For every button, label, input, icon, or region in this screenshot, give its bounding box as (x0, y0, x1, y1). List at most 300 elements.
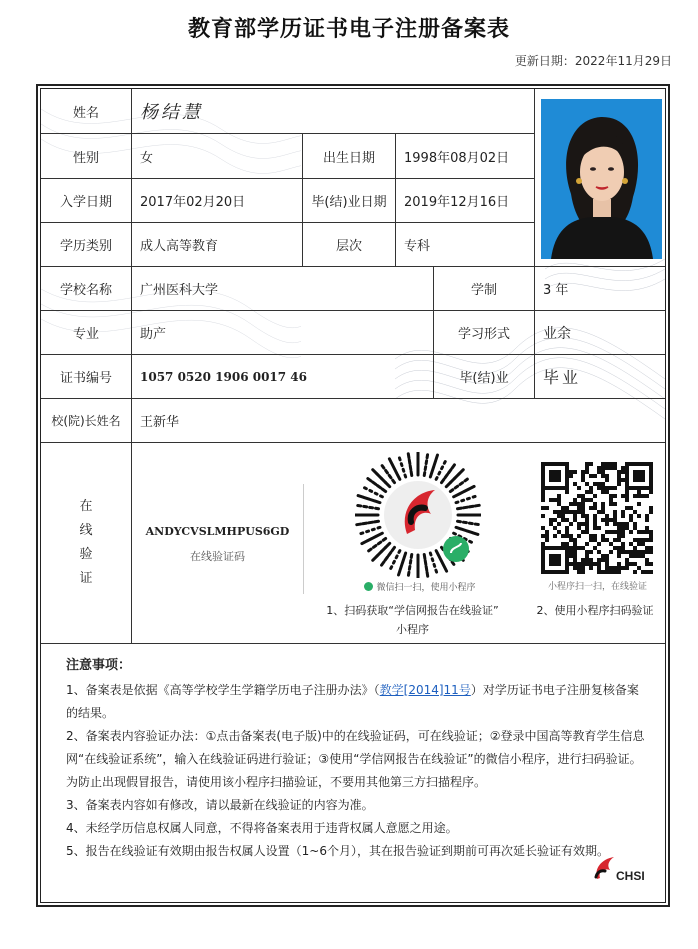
qr-module (605, 490, 609, 494)
code-ray (430, 553, 431, 555)
code-ray (358, 496, 363, 498)
qr-module (589, 566, 593, 570)
qr-module (621, 526, 625, 530)
qr-module (637, 566, 641, 570)
qr-module (617, 550, 621, 554)
qr-module (613, 530, 617, 534)
chsi-bird-icon (592, 855, 618, 883)
qr-module (553, 498, 557, 502)
qr-module (629, 554, 633, 558)
qr-module (545, 506, 549, 510)
code-ray (369, 522, 373, 523)
code-ray (399, 551, 400, 553)
qr-module (581, 558, 585, 562)
qr-module (541, 534, 545, 538)
qr-module (609, 494, 613, 498)
code-ray (432, 559, 433, 561)
qr-module (581, 522, 585, 526)
qr-module (621, 566, 625, 570)
qr-module (597, 486, 601, 490)
page-title: 教育部学历证书电子注册备案表 (187, 17, 510, 42)
code-ray (460, 483, 462, 485)
note-item: 4、未经学历信息权属人同意，不得将备案表用于违背权属人意愿之用途。 (66, 821, 458, 835)
code-ray (398, 475, 400, 479)
duration-label: 学制 (470, 283, 497, 298)
code-ray (402, 559, 404, 564)
code-ray (464, 489, 468, 491)
code-ray (362, 541, 366, 543)
code-ray (375, 521, 379, 522)
school-value: 广州医科大学 (140, 283, 219, 298)
code-ray (389, 459, 391, 463)
code-ray (401, 464, 402, 466)
wechat-caption-text: 微信扫一扫，使用小程序 (376, 582, 476, 593)
qr-module (641, 550, 645, 554)
qr-module (649, 510, 653, 514)
qr-module (613, 510, 617, 514)
update-value: 2022年11月29日 (574, 54, 672, 68)
code-ray (369, 499, 374, 501)
qr-module (621, 478, 625, 482)
qr-module (617, 474, 621, 478)
qr-module (573, 550, 577, 554)
code-ray (392, 547, 394, 550)
code-ray (372, 529, 374, 530)
code-ray (444, 462, 445, 464)
qr-module (541, 526, 545, 530)
qr-module (581, 510, 585, 514)
gender-value: 女 (140, 150, 154, 166)
code-ray (436, 570, 437, 572)
birth-label: 出生日期 (322, 150, 375, 166)
code-ray (364, 497, 369, 499)
qr-module (641, 530, 645, 534)
qr-module (609, 502, 613, 506)
enroll-label: 入学日期 (59, 195, 112, 210)
qr-module (637, 554, 641, 558)
code-ray (399, 458, 400, 460)
qr-module (561, 518, 565, 522)
qr-module (625, 550, 629, 554)
code-ray (396, 556, 397, 558)
qr-module (605, 522, 609, 526)
qr-module (617, 562, 621, 566)
qr-module (585, 562, 589, 566)
qr-module (597, 510, 601, 514)
qr-module (621, 510, 625, 514)
qr-module (633, 554, 637, 558)
qr-module (589, 550, 593, 554)
qr-module (585, 550, 589, 554)
code-ray (467, 531, 472, 533)
code-ray (382, 489, 385, 491)
qr-module (569, 502, 573, 506)
code-ray (395, 470, 397, 474)
qr-module (581, 514, 585, 518)
qr-module (637, 494, 641, 498)
qr-module (597, 566, 601, 570)
qr-module (585, 526, 589, 530)
row-line (41, 643, 665, 644)
qr-module (569, 522, 573, 526)
qr-module (585, 462, 589, 466)
qr-module (617, 530, 621, 534)
qr-module (633, 570, 637, 574)
step1-line2: 小程序 (396, 623, 429, 636)
qr-module (577, 522, 581, 526)
qr-module (601, 554, 605, 558)
qr-module (585, 466, 589, 470)
type-label: 学历类别 (59, 239, 112, 254)
qr-module (557, 510, 561, 514)
qr-module (597, 558, 601, 562)
code-ray (405, 475, 406, 477)
qr-module (613, 546, 617, 550)
qr-module (621, 550, 625, 554)
qr-module (597, 562, 601, 566)
qr-module (645, 526, 649, 530)
qr-module (633, 494, 637, 498)
code-ray (375, 501, 380, 503)
qr-module (597, 466, 601, 470)
update-label: 更新日期： (514, 54, 575, 68)
code-ray (458, 508, 462, 509)
code-ray (410, 466, 411, 470)
qr-module (597, 570, 601, 574)
qr-module (581, 562, 585, 566)
grad-value: 2019年12月16日 (404, 195, 510, 210)
name-label: 姓名 (72, 105, 99, 121)
qr-module (641, 570, 645, 574)
enroll-value: 2017年02月20日 (140, 195, 246, 210)
qr-module (541, 506, 545, 510)
qr-module (629, 506, 633, 510)
qr-module (613, 466, 617, 470)
verify-label (41, 443, 131, 643)
code-ray (403, 469, 404, 471)
qr-module (649, 570, 653, 574)
qr-module (601, 534, 605, 538)
wechat-miniapp-code[interactable] (355, 452, 481, 578)
qr-module (649, 550, 653, 554)
qr-module (565, 534, 569, 538)
notes-heading: 注意事项： (66, 658, 132, 673)
qr-module (617, 470, 621, 474)
qr-module (569, 546, 573, 550)
birth-value: 1998年08月02日 (404, 150, 510, 166)
qr-module (613, 538, 617, 542)
qr-module (605, 478, 609, 482)
code-ray (452, 465, 454, 468)
qr-module (561, 506, 565, 510)
code-ray (436, 551, 438, 555)
qr-module (573, 542, 577, 546)
code-ray (456, 502, 458, 503)
code-ray (432, 466, 434, 471)
qr-module (593, 474, 597, 478)
qr-module (645, 538, 649, 542)
qr-module (601, 518, 605, 522)
qr-module (621, 530, 625, 534)
regulation-link[interactable]: 教学[2014]11号 (379, 683, 471, 697)
code-ray (450, 490, 452, 492)
qr-module (581, 546, 585, 550)
qr-module (565, 506, 569, 510)
code-ray (454, 533, 456, 534)
qr-module (589, 486, 593, 490)
qr-module (625, 498, 629, 502)
qr-module (609, 542, 613, 546)
code-ray (374, 546, 376, 548)
code-ray (378, 486, 381, 488)
status-label: 毕(结)业 (459, 371, 509, 386)
qr-module (617, 534, 621, 538)
qr-module (605, 558, 609, 562)
qr-module (609, 550, 613, 554)
qr-module (573, 558, 577, 562)
qr-module (589, 558, 593, 562)
qr-module (641, 538, 645, 542)
qr-module (549, 522, 553, 526)
code-ray (385, 557, 387, 560)
qr-module (637, 538, 641, 542)
qr-module (641, 542, 645, 546)
qr-module (589, 474, 593, 478)
qr-module (585, 542, 589, 546)
code-ray (383, 539, 385, 541)
code-ray (424, 555, 425, 559)
qr-module (589, 534, 593, 538)
qr-module (621, 466, 625, 470)
qr-module (637, 550, 641, 554)
code-ray (411, 472, 412, 476)
qr-module (581, 530, 585, 534)
code-ray (470, 486, 474, 488)
qr-module (605, 462, 609, 466)
qr-module (577, 546, 581, 550)
qr-module (613, 494, 617, 498)
qr-module (637, 502, 641, 506)
code-ray (382, 466, 384, 468)
qr-module (597, 482, 601, 486)
qr-module (629, 530, 633, 534)
qr-module (605, 566, 609, 570)
qr-module (573, 498, 577, 502)
qr-module (569, 562, 573, 566)
qr-module (621, 514, 625, 518)
qr-module (621, 546, 625, 550)
qr-module (601, 570, 605, 574)
qr-module (649, 490, 653, 494)
qr-module (629, 542, 633, 546)
code-ray (427, 572, 428, 576)
form-value: 业余 (543, 325, 571, 342)
note-text: 1、备案表是依据《高等学校学生学籍学历电子注册办法》（ (66, 683, 380, 697)
qr-module (613, 570, 617, 574)
qr-module (585, 530, 589, 534)
code-ray (368, 479, 371, 481)
qr-module (617, 526, 621, 530)
qr-module (577, 526, 581, 530)
qr-module (593, 546, 597, 550)
qr-module (593, 562, 597, 566)
qr-module (609, 570, 613, 574)
qr-code[interactable] (541, 462, 653, 574)
code-ray (361, 533, 363, 534)
code-ray (373, 536, 377, 538)
duration-value: 3 年 (543, 283, 569, 298)
wechat-icon (364, 582, 373, 591)
cert-value: 1057 0520 1906 0017 46 (140, 369, 308, 384)
row-line (41, 442, 665, 443)
qr-module (577, 486, 581, 490)
code-ray (459, 492, 463, 494)
qr-module (557, 498, 561, 502)
code-ray (399, 570, 401, 575)
code-ray (404, 553, 406, 558)
qr-module (625, 562, 629, 566)
code-ray (456, 527, 461, 529)
qr-module (601, 510, 605, 514)
qr-module (585, 514, 589, 518)
qr-module (633, 550, 637, 554)
verify-label-char: 线 (79, 523, 93, 538)
qr-module (609, 466, 613, 470)
qr-module (569, 550, 573, 554)
qr-module (609, 566, 613, 570)
qr-module (617, 546, 621, 550)
student-photo (541, 99, 662, 259)
note-item: 2、备案表内容验证办法：①点击备案表(电子版)中的在线验证码，可在线验证；②登录中国高等教育学生信息网“在线验证系统”，输入在线验证码进行验证；③使用“学信网报告在线验证”的微信小程序，进行扫码验证。为防止出现假冒报告，请使用该小程序扫描验证，不要用其他第三方扫描程序。 (66, 729, 645, 789)
qr-module (561, 534, 565, 538)
qr-module (613, 502, 617, 506)
code-ray (425, 560, 426, 564)
type-value: 成人高等教育 (140, 239, 219, 254)
qr-module (601, 462, 605, 466)
qr-module (569, 538, 573, 542)
update-date (515, 52, 672, 69)
code-ray (454, 495, 458, 497)
qr-module (617, 482, 621, 486)
code-ray (469, 506, 473, 507)
qr-module (581, 506, 585, 510)
qr-module (577, 562, 581, 566)
qr-module (581, 470, 585, 474)
code-ray (434, 564, 435, 566)
qr-module (645, 518, 649, 522)
qr-module (637, 514, 641, 518)
qr-module (629, 550, 633, 554)
qr-module (585, 470, 589, 474)
qr-module (605, 474, 609, 478)
qr-module (601, 474, 605, 478)
code-ray (467, 498, 469, 499)
qr-module (645, 550, 649, 554)
qr-module (561, 510, 565, 514)
qr-module (585, 558, 589, 562)
major-label: 专业 (72, 327, 99, 342)
code-ray (462, 529, 467, 531)
qr-module (593, 494, 597, 498)
qr-module (557, 514, 561, 518)
qr-module (589, 462, 593, 466)
qr-module (601, 558, 605, 562)
qr-module (625, 494, 629, 498)
qr-module (573, 502, 577, 506)
qr-module (601, 538, 605, 542)
notes-section (66, 654, 646, 863)
verify-code[interactable]: ANDYCVSLMHPUS6GD (145, 524, 290, 538)
qr-module (629, 518, 633, 522)
qr-module (601, 490, 605, 494)
code-ray (389, 475, 391, 477)
qr-module (637, 530, 641, 534)
level-label: 层次 (335, 239, 362, 254)
code-ray (367, 539, 371, 541)
qr-module (641, 494, 645, 498)
level-value: 专科 (404, 239, 431, 254)
qr-module (605, 514, 609, 518)
grad-label: 毕(结)业日期 (311, 195, 387, 210)
qr-module (613, 486, 617, 490)
code-ray (378, 542, 380, 544)
qr-module (545, 534, 549, 538)
qr-module (549, 518, 553, 522)
code-ray (378, 527, 380, 528)
verify-label-char: 验 (79, 547, 93, 562)
qr-module (593, 502, 597, 506)
qr-module (637, 490, 641, 494)
code-ray (365, 488, 367, 489)
qr-module (593, 522, 597, 526)
qr-module (597, 550, 601, 554)
code-ray (373, 482, 376, 484)
qr-module (569, 474, 573, 478)
qr-module (573, 566, 577, 570)
code-ray (473, 533, 478, 535)
qr-module (593, 526, 597, 530)
qr-module (569, 510, 573, 514)
qr-module (573, 546, 577, 550)
qr-module (605, 538, 609, 542)
code-ray (430, 472, 432, 477)
qr-module (577, 506, 581, 510)
qr-module (617, 566, 621, 570)
form-label: 学习形式 (457, 327, 510, 342)
qr-module (625, 566, 629, 570)
qr-module (545, 530, 549, 534)
qr-module (649, 530, 653, 534)
qr-module (625, 558, 629, 562)
qr-module (573, 538, 577, 542)
qr-module (617, 478, 621, 482)
qr-module (601, 486, 605, 490)
qr-module (645, 562, 649, 566)
code-ray (378, 533, 382, 535)
verify-code-caption: 在线验证码 (190, 550, 245, 563)
qr-module (573, 554, 577, 558)
qr-module (609, 530, 613, 534)
code-ray (463, 507, 467, 508)
qr-module (649, 534, 653, 538)
president-label: 校(院)长姓名 (51, 414, 121, 428)
qr-module (545, 538, 549, 542)
qr-module (617, 538, 621, 542)
qr-module (561, 514, 565, 518)
qr-module (645, 570, 649, 574)
code-ray (391, 567, 392, 569)
qr-module (581, 570, 585, 574)
